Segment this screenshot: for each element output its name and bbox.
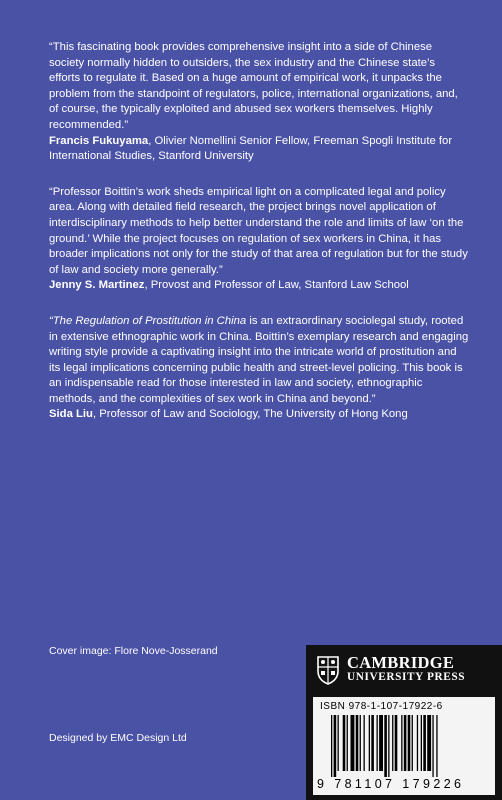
barcode-bar <box>343 715 346 771</box>
publisher-name-line1: CAMBRIDGE <box>347 653 455 672</box>
barcode-bar <box>417 715 418 771</box>
barcode-bar <box>404 715 407 771</box>
barcode-bar <box>331 715 332 777</box>
barcode-bar <box>392 715 393 771</box>
endorsement-attribution <box>49 407 469 423</box>
publisher-name-line2: UNIVERSITY PRESS <box>347 671 466 683</box>
barcode-bar <box>351 715 355 771</box>
publisher-logo <box>316 655 465 685</box>
design-credit: Designed by EMC Design Ltd <box>49 732 187 744</box>
barcode-bar <box>334 715 337 777</box>
endorser-name: Francis Fukuyama <box>49 134 149 147</box>
barcode-bar <box>395 715 398 771</box>
barcode-bar <box>401 715 402 771</box>
barcode-bar <box>421 715 422 771</box>
barcode-bar <box>369 715 370 771</box>
endorsement-2 <box>49 185 469 294</box>
barcode-bar <box>427 715 431 771</box>
publisher-name <box>347 655 465 685</box>
barcode-bar <box>412 715 413 771</box>
endorsement-attribution <box>49 134 469 165</box>
barcode-bar <box>377 715 378 771</box>
endorser-name: Sida Liu <box>49 408 93 421</box>
barcode-bar <box>356 715 359 771</box>
endorsements <box>49 40 469 443</box>
barcode-bar <box>360 715 361 771</box>
endorsement-attribution <box>49 278 469 294</box>
endorser-affiliation: , Olivier Nomellini Senior Fellow, Freeman Spogli Institute for International Studies, Stanford University <box>49 134 453 163</box>
barcode-bar <box>388 715 389 777</box>
endorser-name: Jenny S. Martinez <box>49 279 145 292</box>
barcode-bar <box>384 715 387 777</box>
cover-image-credit: Cover image: Flore Nove-Josserand <box>49 645 218 657</box>
endorsement-3 <box>49 314 469 423</box>
barcode-bar <box>371 715 374 771</box>
barcode-bar <box>379 715 383 771</box>
barcode-bar <box>364 715 365 771</box>
barcode-bar <box>347 715 348 771</box>
endorsement-1 <box>49 40 469 165</box>
barcode-digits: 9 781107 179226 <box>317 777 465 791</box>
barcode-bar <box>338 715 339 771</box>
book-title-italic: “The Regulation of Prostitution in China <box>49 314 247 327</box>
barcode <box>317 715 491 779</box>
barcode-bar <box>408 715 411 771</box>
isbn-label: ISBN 978-1-107-17922-6 <box>320 701 443 712</box>
endorser-affiliation: , Provost and Professor of Law, Stanford Law School <box>144 279 409 292</box>
endorsement-quote: “The Regulation of Prostitution in China is an extraordinary sociolegal study, rooted in extensive ethnographic work in China. Boittin’s exemplary research and engaging writing style provide a captivating insight into the intricate world of prostitution and its legal implications concerning public health and street-level policing. This book is an indispensable read for those interested in law and society, ethnographic methods, and the complexities of sex work in China and beyond.” <box>49 314 469 405</box>
barcode-bar <box>423 715 426 771</box>
endorsement-quote: “This fascinating book provides comprehensive insight into a side of Chinese society normally hidden to outsiders, the sex industry and the Chinese state’s efforts to regulate it. Based on a huge amount of empirical work, it unpacks the problem from the standpoint of regulators, police, international organizations, and, of course, the typically exploited and abused sex workers themselves. Highly recommended.” <box>49 41 458 131</box>
endorser-affiliation: , Professor of Law and Sociology, The University of Hong Kong <box>92 408 408 421</box>
barcode-bar <box>432 715 433 777</box>
barcode-bar <box>436 715 437 777</box>
endorsement-quote: “Professor Boittin’s work sheds empirical light on a complicated legal and policy area. Along with detailed field research, the project brings novel application of interdisciplinary methods to help better understand the role and limits of law ‘on the ground.’ While the project focuses on regulation of sex workers in China, it has broader implications not only for the study of that area of regulation but for the study of law and society more generally.” <box>49 185 468 276</box>
barcode-panel <box>313 697 495 795</box>
cambridge-shield-icon <box>316 655 340 685</box>
publisher-block <box>306 645 502 800</box>
